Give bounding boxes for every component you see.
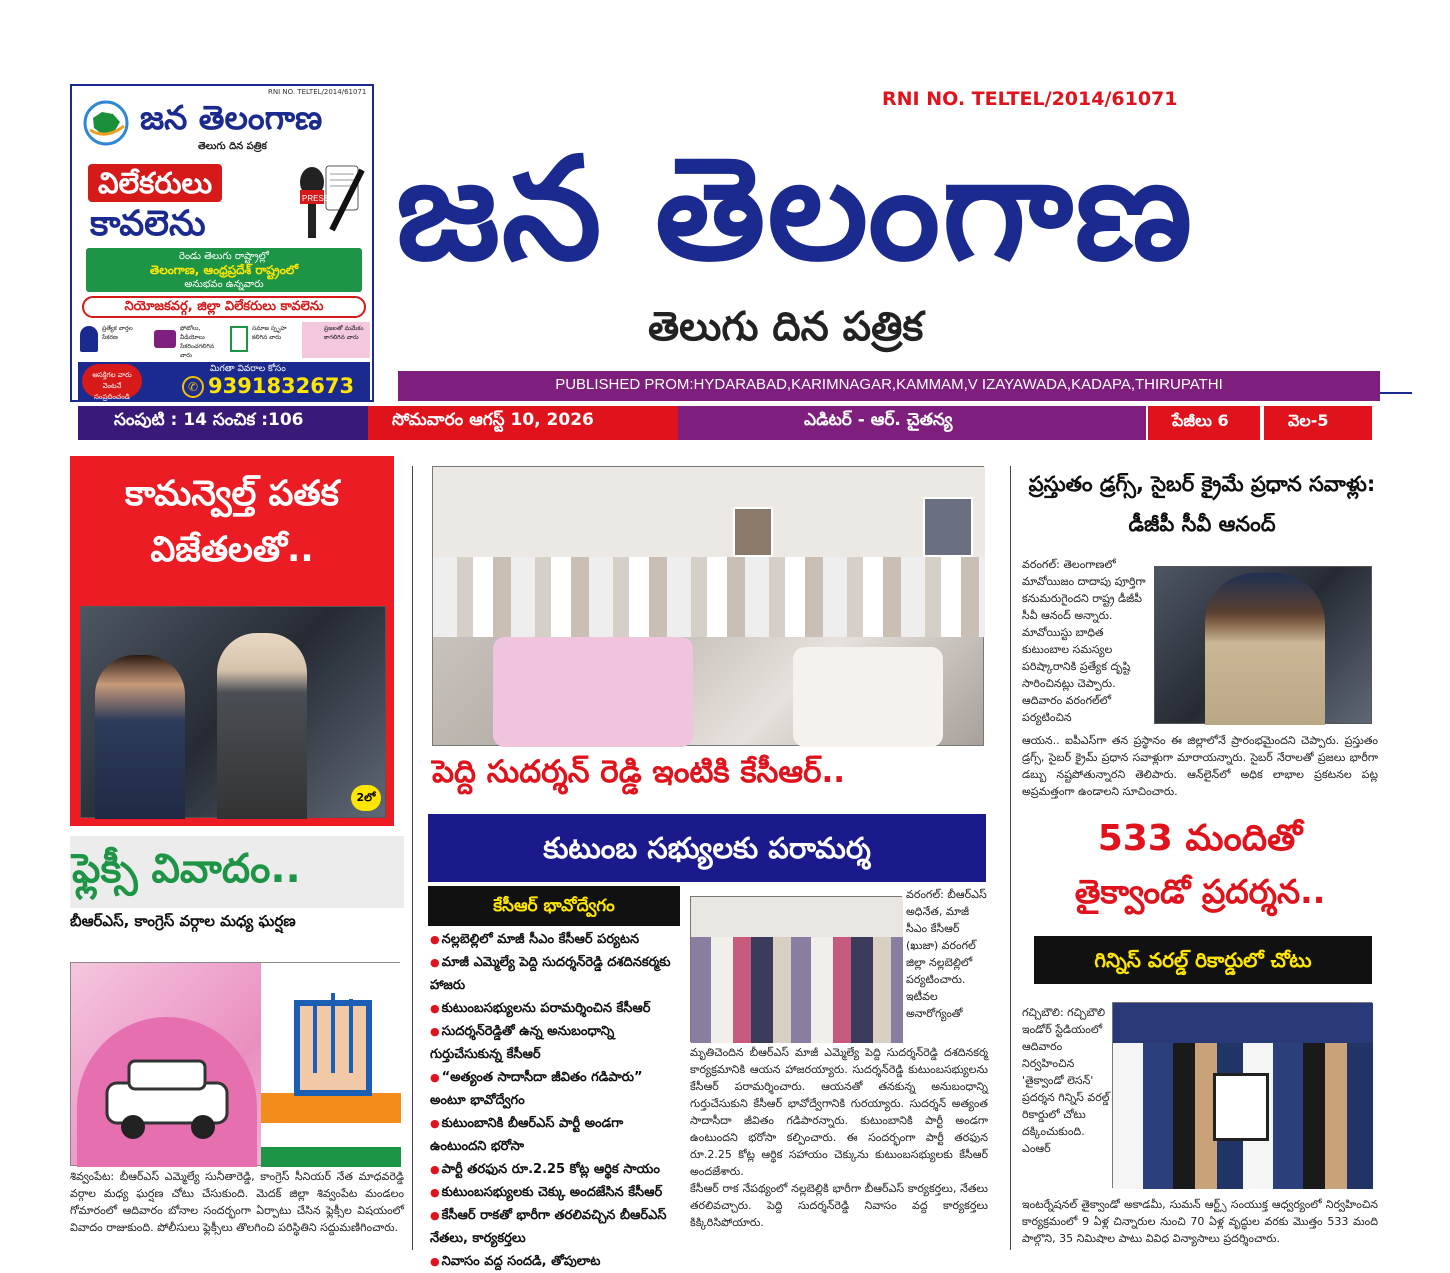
ad-interested: ఆసక్తిగల వారు వెంటనే సంప్రదించండి — [82, 364, 142, 398]
dgp-body: ఆయన.. ఐపీఎస్‌గా తన ప్రస్థానం ఈ జిల్లాలోనే ప్రారంభమైందని చెప్పారు. ప్రస్తుతం డ్రగ్స్, సైబర్ క్రైమ్ ప్రధాన సవాళ్లుగా మారాయన్నారు. సైబర్ నేరాలతో ప్రజలు భారీగా డబ్బు నష్టపోతున్నారని తెలిపారు. ఆన్‌లైన్‌లో అధిక లాభాల ప్రకటనల పట్ల అప్రమత్తంగా ఉండాలని సూచించారు. — [1022, 734, 1378, 798]
date-cell — [368, 406, 678, 440]
hand-icon — [261, 963, 401, 1167]
ad-region-2: తెలంగాణ, ఆంధ్రప్రదేశ్ రాష్ట్రంలో — [149, 263, 299, 277]
photo-wall — [433, 467, 985, 567]
kcr-body-2: కేసీఆర్ రాక నేపథ్యంలో నల్లబెల్లికి భారీగా బీఆర్ఎస్ కార్యకర్తలు, నేతలు తరలివచ్చారు. పెద్ది సుదర్శన్‌రెడ్డి నివాసం వద్ద కార్యకర్తలు కిక్కిరిసిపోయారు. — [690, 1182, 988, 1229]
ad-brand-sub: తెలుగు దిన పత్రిక — [198, 141, 267, 152]
photo-frame-1 — [733, 507, 773, 557]
taekwondo-photo — [1112, 1002, 1372, 1188]
feature-photos: ఫోటోలు, వీడియోలు సేకరించగలిగిన వారు — [152, 322, 226, 358]
kcr-bullet: ● కుటుంబానికి బీఆర్ఎస్ పార్టీ అండగా ఉంటుందని భరోసా — [430, 1112, 682, 1158]
column-rule-left — [412, 466, 413, 1250]
ad-more-info: మిగతా వివరాల కోసం — [210, 364, 286, 374]
photo-sofa — [493, 637, 693, 747]
info-bar — [78, 406, 1372, 440]
masthead-rni: RNI NO. TELTEL/2014/61071 — [882, 88, 1178, 110]
phone-icon: ✆ — [182, 376, 204, 398]
figure-athlete — [95, 655, 185, 819]
masthead-title: జన తెలంగాణ — [396, 127, 1195, 292]
ad-headline-2: కావలెను — [90, 204, 206, 244]
recruitment-ad — [70, 84, 374, 402]
ad-phone: 9391832673 — [208, 374, 355, 398]
kcr-headline: పెద్ది సుదర్శన్ రెడ్డి ఇంటికి కేసీఆర్.. — [432, 754, 846, 790]
flex-headline-band — [70, 836, 404, 908]
page-ref-badge: 2లో — [351, 785, 381, 811]
feature-news: ప్రత్యేక వార్తల సేకరణ — [78, 322, 150, 358]
date-text: సోమవారం ఆగస్ట్ 10, 2026 — [392, 410, 594, 430]
kcr-body — [690, 1044, 988, 1250]
camera-icon — [154, 330, 176, 348]
microphone-icon — [292, 160, 366, 244]
kcr-bullet: ● కేసీఆర్ రాకతో భారీగా తరలివచ్చిన బీఆర్ఎస్ నేతలు, కార్యకర్తలు — [430, 1204, 682, 1250]
taekwondo-body: ఇంటర్నేషనల్ తైక్వాండో అకాడమీ, సుమన్ ఆర్ట్స్ సంయుక్త ఆధ్వర్యంలో నిర్వహించిన కార్యక్రమంలో 9 ఏళ్ల చిన్నారుల నుంచి 70 ఏళ్ల వృద్ధుల వరకు మొత్తం 533 మంది పాల్గొని, 35 నిమిషాల పాటు వివిధ విన్యాసాలు ప్రదర్శించారు. — [1022, 1198, 1378, 1245]
flex-headline: ఫ్లెక్సీ వివాదం.. — [72, 846, 301, 892]
kcr-second-photo — [690, 896, 902, 1042]
feature-people: ప్రజలతో మమేకం కాగలిగిన వారు — [302, 322, 370, 358]
kcr-bullet: ● మాజీ ఎమ్మెల్యే పెద్ది సుదర్శన్‌రెడ్డి దశదినకర్మకు హాజరు — [430, 951, 682, 997]
taekwondo-banner — [1034, 936, 1372, 984]
kcr-bullet: ● నివాసం వద్ద సందడి, తోపులాట — [430, 1250, 682, 1273]
taekwondo-headline-1: 533 మందితో — [1097, 818, 1303, 859]
commonwealth-box — [70, 456, 394, 826]
ad-region-1: రెండు తెలుగు రాష్ట్రాల్లో — [179, 251, 269, 262]
published-text: PUBLISHED PROM:HYDARABAD,KARIMNAGAR,KAMMAM,V IZAYAWADA,KADAPA,THIRUPATHI — [555, 376, 1223, 393]
ad-rni: RNI NO. TELTEL/2014/61071 — [268, 88, 367, 96]
flex-body: శివ్వంపేట: బీఆర్ఎస్ ఎమ్మెల్యే సునీతారెడ్డి, కాంగ్రెస్ సీనియర్ నేత మాధవరెడ్డి వర్గాల మధ్య ఘర్షణ చోటు చేసుకుంది. మెదక్ జిల్లా శివ్వంపేట మండలం గోమారంలో ఆదివారం బోనాల సందర్భంగా ఏర్పాటు చేసిన ఫ్లెక్సీల విషయంలో వివాదం రాజుకుంది. పోలీసులు ఫ్లెక్సీలు తొలగించి పరిస్థితిని సద్దుమణిగించారు. — [70, 1170, 404, 1234]
dgp-side-text: వరంగల్: తెలంగాణలో మావోయిజం దాదాపు పూర్తిగా కనుమరుగైందని రాష్ట్ర డీజీపీ సీవీ ఆనంద్ అన్నారు. మావోయిస్టు బాధిత కుటుంబాల సమస్యల పరిష్కారానికి ప్రత్యేక దృష్టి సారించినట్లు చెప్పారు. ఆదివారం వరంగల్‌లో పర్యటించిన — [1022, 558, 1146, 724]
photo2-people — [691, 937, 903, 1043]
dgp-figure — [1205, 573, 1325, 725]
ad-wanted: నియోజకవర్గ, జిల్లా విలేకరులు కావలెను — [82, 296, 366, 318]
kcr-bullet: ● కుటుంబసభ్యులకు చెక్కు అందజేసిన కేసీఆర్ — [430, 1181, 682, 1204]
kcr-box-title — [428, 886, 680, 926]
telangana-map-icon — [80, 100, 132, 146]
kcr-side-text: వరంగల్: బీఆర్ఎస్ అధినేత, మాజీ సీఎం కేసీఆర్ (ఖుజా) వరంగల్ జిల్లా నల్లబెల్లిలో పర్యటించారు. ఇటీవల అనారోగ్యంతో — [906, 888, 987, 1020]
kcr-main-photo — [432, 466, 984, 746]
taekwondo-banner-text: గిన్నిస్ వరల్డ్ రికార్డులో చోటు — [1094, 948, 1312, 972]
ad-press: PRESS — [302, 194, 330, 203]
masthead-subtitle: తెలుగు దిన పత్రిక — [648, 304, 924, 350]
photo-frame-2 — [923, 497, 973, 557]
person-icon — [80, 326, 98, 352]
kcr-bullet: ● కుటుంబసభ్యులను పరామర్శించిన కేసీఆర్ — [430, 997, 682, 1020]
feature-social: సమాజ స్పృహ కలిగిన వారు — [228, 322, 300, 358]
flex-photo — [70, 962, 400, 1166]
dgp-photo — [1154, 566, 1372, 724]
commonwealth-photo — [80, 606, 386, 818]
photo-chair — [793, 647, 943, 747]
ad-contact-bar — [78, 362, 370, 400]
flex-subhead: బీఆర్ఎస్, కాంగ్రెస్ వర్గాల మధ్య ఘర్షణ — [70, 912, 296, 930]
car-icon — [77, 1017, 257, 1167]
clipboard-icon — [230, 326, 248, 352]
figure-pm — [217, 633, 307, 819]
kcr-bullet: ● సుదర్శన్‌రెడ్డితో ఉన్న అనుబంధాన్ని గుర్తుచేసుకున్న కేసీఆర్ — [430, 1020, 682, 1066]
kcr-body-1: మృతిచెందిన బీఆర్ఎస్ మాజీ ఎమ్మెల్యే పెద్ది సుదర్శన్‌రెడ్డి దశదినకర్మ కార్యక్రమానికి ఆయన హాజరయ్యారు. సుదర్శన్‌రెడ్డి కుటుంబసభ్యులను కేసీఆర్ పరామర్శించారు. ఆయనతో తనకున్న అనుబంధాన్ని గుర్తుచేసుకుని కేసీఆర్ భావోద్వేగానికి గురయ్యారు. సుదర్శన్ అత్యంత సాదాసీదా జీవితం గడిపారన్నారు. కుటుంబానికి పార్టీ అండగా ఉంటుందని భరోసా కల్పించారు. ఈ సందర్భంగా పార్టీ తరఫున రూ.2.25 కోట్ల ఆర్థిక సహాయం చెక్కును కుటుంబసభ్యులకు కేసీఆర్ అందజేశారు. — [690, 1046, 988, 1178]
ad-brand: జన తెలంగాణ — [140, 98, 323, 137]
price-cell — [1264, 406, 1372, 440]
kcr-bullet: ● “అత్యంత సాదాసీదా జీవితం గడిపారు” అంటూ భావోద్వేగం — [430, 1066, 682, 1112]
kcr-box-title-text: కేసీఆర్ భావోద్వేగం — [493, 896, 615, 916]
published-rule — [1380, 392, 1412, 394]
volume-text: సంపుటి : 14 సంచిక :106 — [114, 410, 304, 430]
price-text: వెల-5 — [1288, 411, 1329, 430]
published-bar — [398, 371, 1380, 401]
kcr-bullet: ● నల్లబెల్లిలో మాజీ సీఎం కేసీఆర్ పర్యటన — [430, 928, 682, 951]
ad-region-box — [86, 248, 362, 292]
certificate-icon — [1213, 1073, 1269, 1141]
dgp-headline: ప్రస్తుతం డ్రగ్స్, సైబర్ క్రైమే ప్రధాన సవాళ్లు: డీజీపీ సీవీ ఆనంద్ — [1028, 472, 1376, 536]
kcr-bullet: ● పార్టీ తరఫున రూ.2.25 కోట్ల ఆర్థిక సాయం — [430, 1158, 682, 1181]
pages-cell — [1148, 406, 1260, 440]
editor-cell — [678, 406, 1146, 440]
ad-headline-1: విలేకరులు — [88, 164, 222, 202]
photo-crowd — [433, 557, 985, 637]
kcr-banner — [428, 814, 986, 882]
ad-region-3: అనుభవం ఉన్నవారు — [184, 279, 264, 290]
taekwondo-side-text: గచ్చిబౌలి: గచ్చిబౌలి ఇండోర్ స్టేడియంలో ఆదివారం నిర్వహించిన 'తైక్వాండో లెసన్' ప్రదర్శన గిన్నిస్ వరల్డ్ రికార్డులో చోటు దక్కించుకుంది. ఎంఆర్ — [1022, 1006, 1110, 1155]
pages-text: పేజీలు 6 — [1172, 411, 1229, 430]
kcr-banner-text: కుటుంబ సభ్యులకు పరామర్శ — [543, 831, 871, 865]
commonwealth-headline: కామన్వెల్త్ పతక విజేతలతో.. — [125, 474, 339, 570]
taekwondo-headline-2: తైక్వాండో ప్రదర్శన.. — [1074, 872, 1326, 911]
column-rule-right — [1010, 466, 1011, 1250]
volume-cell — [78, 406, 368, 440]
kcr-bullets — [430, 928, 682, 1269]
editor-text: ఎడిటర్ - ఆర్. చైతన్య — [804, 410, 953, 430]
ad-features — [78, 322, 370, 358]
